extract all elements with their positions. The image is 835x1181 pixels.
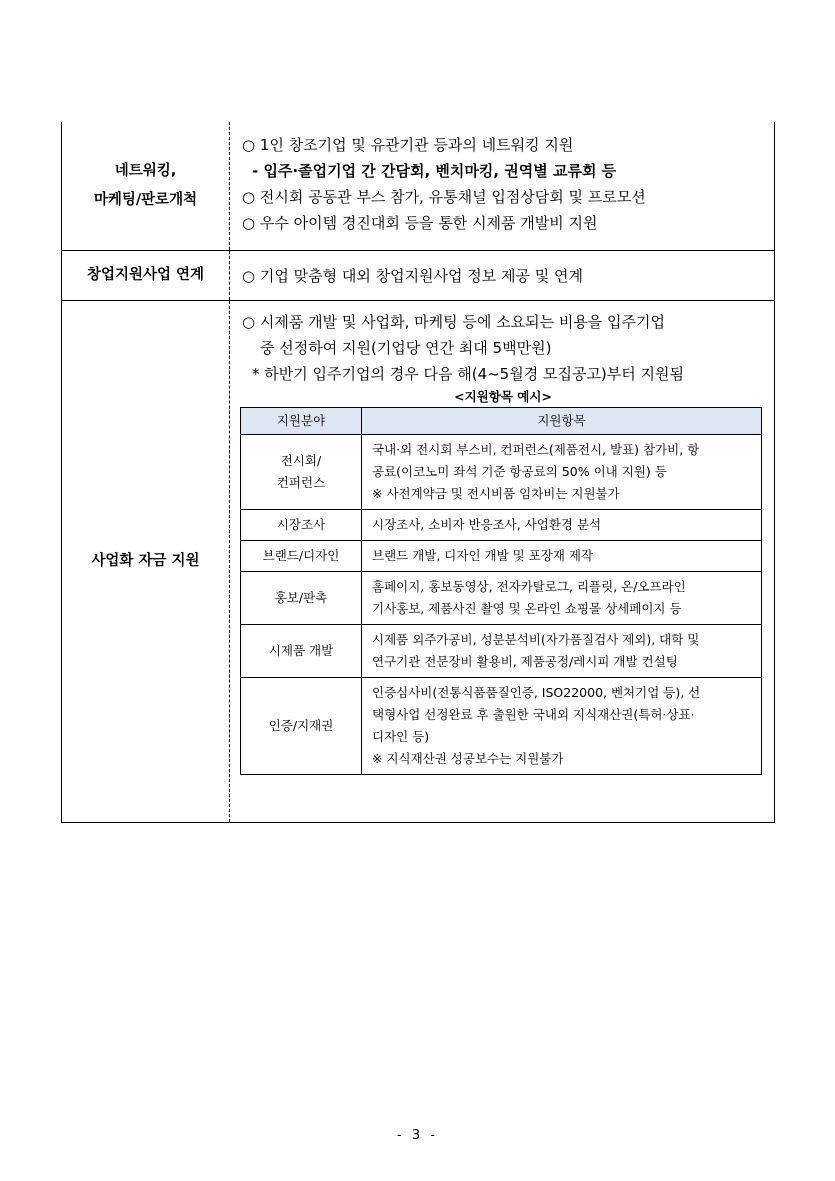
- row-networking: [62, 122, 774, 251]
- items-text: 연구기관 전문장비 활용비, 제품공정/레시피 개발 컨설팅: [372, 654, 678, 669]
- bullet-line: ○ 전시회 공동관 부스 참가, 유통채널 입점상담회 및 프로모션: [242, 188, 646, 206]
- items-cell: [362, 510, 762, 541]
- items-cell: [362, 541, 762, 572]
- table-row: [241, 572, 762, 625]
- items-text: 홈페이지, 홍보동영상, 전자카탈로그, 리플릿, 온/오프라인: [372, 579, 686, 594]
- table-row: [241, 678, 762, 775]
- sub-bullet-line: - 입주·졸업기업 간 간담회, 벤치마킹, 권역별 교류회 등: [252, 162, 617, 180]
- items-text: 공료(이코노미 좌석 기준 항공료의 50% 이내 지원) 등: [372, 464, 667, 479]
- items-text: ※ 지식재산권 성공보수는 지원불가: [372, 751, 564, 766]
- row-funding: [62, 301, 774, 822]
- category-label: 사업화 자금 지원: [91, 553, 200, 569]
- continuation-line: 중 선정하여 지원(기업당 연간 최대 5백만원): [260, 339, 552, 357]
- category-networking: [62, 122, 230, 250]
- items-text: 디자인 등): [372, 729, 430, 744]
- table-row: [241, 541, 762, 572]
- bullet-line: ○ 시제품 개발 및 사업화, 마케팅 등에 소요되는 비용을 입주기업: [242, 313, 666, 331]
- content-startup-linkage: [230, 251, 774, 300]
- items-text: 인증심사비(전통식품품질인증, ISO22000, 벤처기업 등), 선: [372, 685, 701, 700]
- category-funding: [62, 301, 230, 822]
- items-text: 택형사업 선정완료 후 출원한 국내외 지식재산권(특허·상표·: [372, 707, 695, 722]
- field-cell: [241, 541, 362, 572]
- bullet-line: ○ 기업 맞춤형 대외 창업지원사업 정보 제공 및 연계: [242, 266, 584, 285]
- note-line: * 하반기 입주기업의 경우 다음 해(4~5월경 모집공고)부터 지원됨: [252, 365, 684, 383]
- header-items: 지원항목: [362, 408, 762, 435]
- field-text: 브랜드/디자인: [262, 548, 340, 563]
- field-text: 전시회/: [280, 453, 322, 468]
- items-text: 기사홍보, 제품사진 촬영 및 온라인 쇼핑몰 상세페이지 등: [372, 601, 682, 616]
- row-startup-linkage: [62, 251, 774, 301]
- program-table: [61, 122, 775, 823]
- field-cell: [241, 625, 362, 678]
- field-cell: [241, 435, 362, 510]
- header-field: 지원분야: [241, 408, 362, 435]
- table-row: [241, 510, 762, 541]
- field-text: 컨퍼런스: [276, 475, 326, 490]
- bullet-line: ○ 1인 창조기업 및 유관기관 등과의 네트워킹 지원: [242, 136, 574, 154]
- bullet-line: ○ 우수 아이템 경진대회 등을 통한 시제품 개발비 지원: [242, 214, 598, 232]
- table-row: [241, 625, 762, 678]
- category-label: 창업지원사업 연계: [86, 267, 205, 283]
- items-cell: [362, 678, 762, 775]
- items-text: 시제품 외주가공비, 성분분석비(자가품질검사 제외), 대학 및: [372, 632, 700, 647]
- field-cell: [241, 678, 362, 775]
- content-networking: [230, 122, 774, 250]
- category-label: 마케팅/판로개척: [93, 192, 198, 208]
- table-row: [241, 435, 762, 510]
- field-text: 시장조사: [276, 517, 326, 532]
- field-cell: [241, 510, 362, 541]
- support-items-table: [240, 407, 762, 775]
- items-text: 시장조사, 소비자 반응조사, 사업환경 분석: [372, 517, 602, 532]
- category-startup-linkage: [62, 251, 230, 300]
- field-text: 시제품 개발: [268, 643, 334, 658]
- field-text: 홍보/판촉: [274, 590, 328, 605]
- field-text: 인증/지재권: [268, 718, 334, 733]
- items-cell: [362, 572, 762, 625]
- table-header-row: [241, 408, 762, 435]
- field-cell: [241, 572, 362, 625]
- example-subtitle: <지원항목 예시>: [454, 389, 552, 404]
- items-text: 국내·외 전시회 부스비, 컨퍼런스(제품전시, 발표) 참가비, 항: [372, 442, 700, 457]
- page-number: - 3 -: [397, 1128, 438, 1143]
- content-funding: [230, 301, 774, 822]
- items-cell: [362, 435, 762, 510]
- items-text: ※ 사전계약금 및 전시비품 임차비는 지원불가: [372, 486, 620, 501]
- items-cell: [362, 625, 762, 678]
- items-text: 브랜드 개발, 디자인 개발 및 포장재 제작: [372, 548, 594, 563]
- category-label: 네트워킹,: [114, 163, 177, 179]
